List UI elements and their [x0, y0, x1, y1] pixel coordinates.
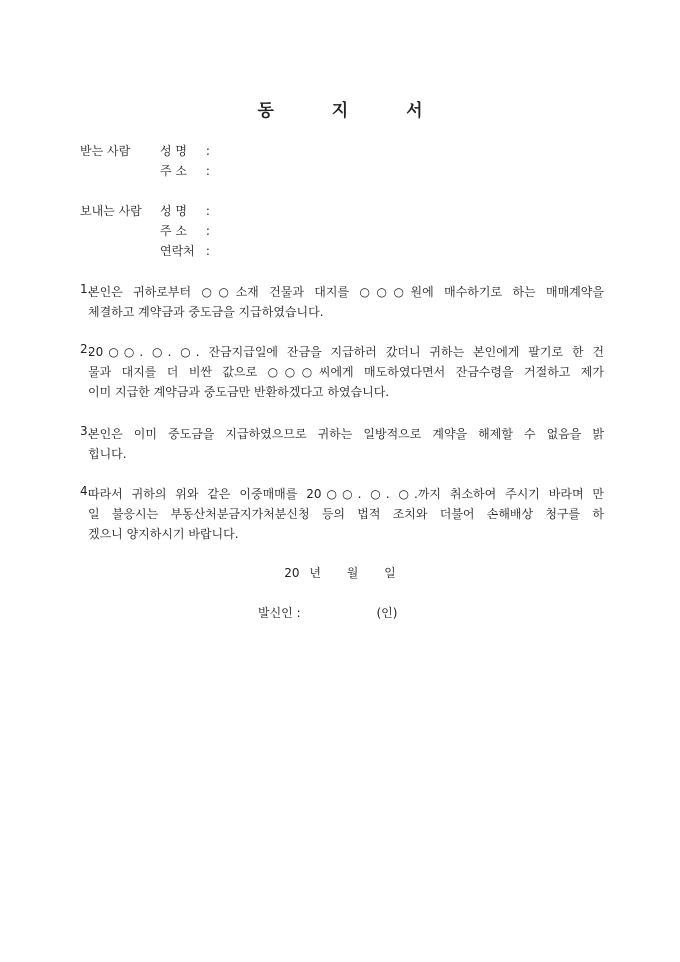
sender-address-label: 주 소 — [160, 224, 187, 238]
recipient-name-colon: : — [205, 144, 210, 158]
date-line — [0, 564, 680, 581]
date-year-prefix: 20 — [284, 566, 300, 580]
sender-contact-colon: : — [205, 244, 210, 258]
paragraph-line: 이미 지급한 계약금과 중도금만 반환하겠다고 하였습니다. — [88, 385, 390, 399]
sender-address-row — [160, 222, 210, 240]
signature-seal: (인) — [376, 606, 398, 620]
paragraph-2 — [80, 342, 604, 402]
paragraph-line: 본인은 이미 중도금을 지급하였으므로 귀하는 일방적으로 계약을 해제할 수 없음을 밝 — [88, 427, 604, 441]
paragraph-number: 3. — [80, 424, 92, 438]
paragraph-line: 힙니다. — [88, 447, 127, 461]
sender-role-label: 보내는 사람 — [80, 204, 142, 218]
recipient-address-label: 주 소 — [160, 164, 187, 178]
paragraph-line: 체결하고 계약금과 중도금을 지급하였습니다. — [88, 305, 324, 319]
paragraph-line: 20○○. ○. ○. 잔금지급일에 잔금을 지급하러 갔더니 귀하는 본인에게 팔기로 한 건 — [88, 345, 604, 359]
paragraph-line: 따라서 귀하의 위와 같은 이중매매를 20○○. ○. ○.까지 취소하여 주시기 바라며 만 — [88, 487, 604, 501]
recipient-address-colon: : — [205, 164, 210, 178]
document-title: 동 지 서 — [257, 101, 449, 121]
paragraph-3 — [80, 424, 604, 464]
paragraph-line: 물과 대지를 더 비싼 값으로 ○○○씨에게 매도하였다면서 잔금수령을 거절하고 제가 — [88, 365, 604, 379]
recipient-name-label: 성 명 — [160, 144, 187, 158]
sender-contact-label: 연락처 — [160, 244, 195, 258]
paragraph-1 — [80, 282, 604, 322]
paragraph-number: 2. — [80, 342, 92, 356]
sender-name-row — [160, 202, 210, 220]
recipient-name-row — [160, 142, 210, 160]
sender-name-label: 성 명 — [160, 204, 187, 218]
paragraph-number: 4. — [80, 484, 92, 498]
signature-label: 발신인 : — [258, 606, 301, 620]
paragraph-line: 겠으니 양지하시기 바랍니다. — [88, 527, 239, 541]
paragraph-4 — [80, 484, 604, 544]
recipient-role-label: 받는 사람 — [80, 144, 131, 158]
date-day-unit: 일 — [384, 566, 396, 580]
signature-line — [258, 604, 397, 621]
paragraph-line: 본인은 귀하로부터 ○○소재 건물과 대지를 ○○○원에 매수하기로 하는 매매계약을 — [88, 285, 604, 299]
sender-name-colon: : — [205, 204, 210, 218]
sender-contact-row — [160, 242, 210, 260]
date-month-unit: 월 — [346, 566, 359, 580]
recipient-address-row — [160, 162, 210, 180]
paragraph-line: 일 불응시는 부동산처분금지가처분신청 등의 법적 조치와 더불어 손해배상 청구를 하 — [88, 507, 604, 521]
sender-address-colon: : — [205, 224, 210, 238]
date-year-unit: 년 — [309, 566, 321, 580]
paragraph-number: 1. — [80, 282, 92, 296]
